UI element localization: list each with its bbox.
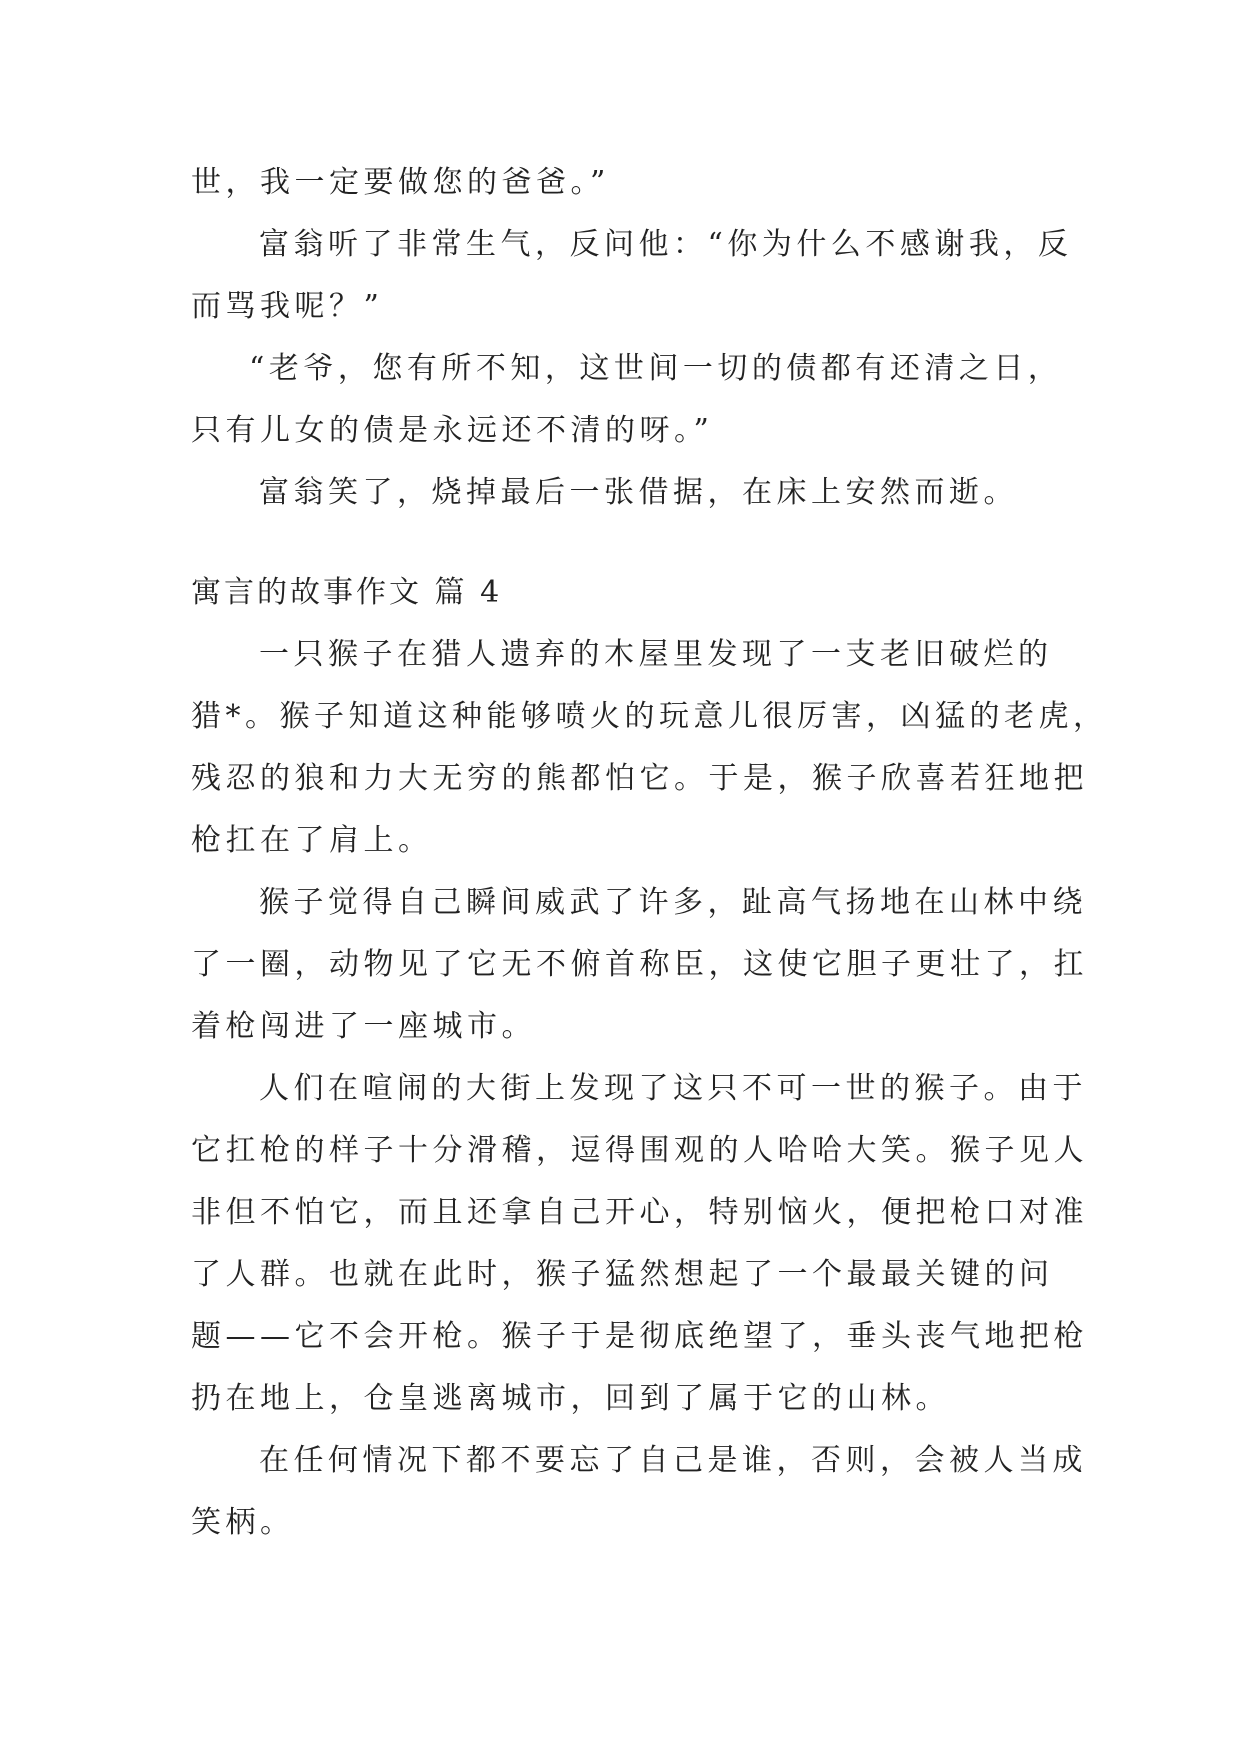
paragraph-line: 了人群。也就在此时，猴子猛然想起了一个最最关键的问 [191, 1257, 1054, 1292]
section-heading: 寓言的故事作文 篇 4 [191, 575, 503, 610]
paragraph-line: 扔在地上，仓皇逃离城市，回到了属于它的山林。 [191, 1381, 950, 1416]
paragraph-line: 世，我一定要做您的爸爸。” [191, 165, 610, 200]
paragraph-line: “老爷，您有所不知，这世间一切的债都有还清之日， [249, 351, 1063, 386]
paragraph-line: 猎*。猴子知道这种能够喷火的玩意儿很厉害，凶猛的老虎， [191, 699, 1108, 734]
paragraph-line: 枪扛在了肩上。 [191, 823, 433, 858]
paragraph-line: 着枪闯进了一座城市。 [191, 1009, 536, 1044]
paragraph-line: 而骂我呢？” [191, 289, 384, 324]
paragraph-line: 人们在喧闹的大街上发现了这只不可一世的猴子。由于 [259, 1071, 1087, 1106]
paragraph-line: 了一圈，动物见了它无不俯首称臣，这使它胆子更壮了，扛 [191, 947, 1088, 982]
paragraph-line: 它扛枪的样子十分滑稽，逗得围观的人哈哈大笑。猴子见人 [191, 1133, 1088, 1168]
paragraph-line: 富翁笑了，烧掉最后一张借据，在床上安然而逝。 [259, 475, 1018, 510]
story-continuation [191, 152, 1071, 524]
paragraph-line: 题——它不会开枪。猴子于是彻底绝望了，垂头丧气地把枪 [191, 1319, 1088, 1354]
paragraph-line: 富翁听了非常生气，反问他：“你为什么不感谢我，反 [259, 227, 1073, 262]
paragraph-line: 残忍的狼和力大无穷的熊都怕它。于是，猴子欣喜若狂地把 [191, 761, 1088, 796]
paragraph-line: 非但不怕它，而且还拿自己开心，特别恼火，便把枪口对准 [191, 1195, 1088, 1230]
paragraph-line: 一只猴子在猎人遗弃的木屋里发现了一支老旧破烂的 [259, 637, 1053, 672]
paragraph-line: 在任何情况下都不要忘了自己是谁，否则，会被人当成 [259, 1443, 1087, 1478]
paragraph-line: 只有儿女的债是永远还不清的呀。” [191, 413, 714, 448]
story-section [191, 562, 1108, 1554]
paragraph-line: 猴子觉得自己瞬间威武了许多，趾高气扬地在山林中绕 [259, 885, 1087, 920]
paragraph-line: 笑柄。 [191, 1505, 295, 1540]
